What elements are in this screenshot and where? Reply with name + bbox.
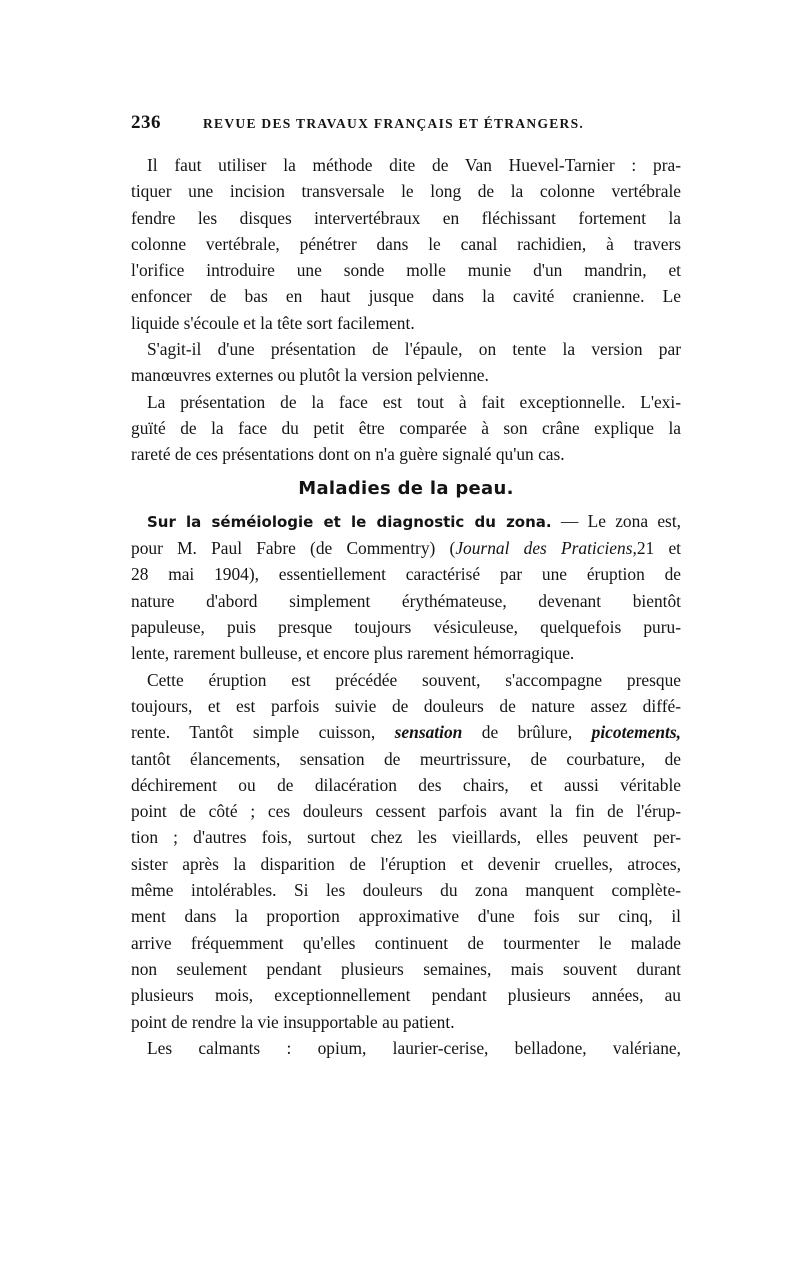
text-line: 28 mai 1904), essentiellement caractérisé par une éruption de bbox=[131, 564, 681, 585]
text-line: manœuvres externes ou plutôt la version pelvienne. bbox=[131, 365, 489, 386]
text-fragment: de brûlure, bbox=[462, 722, 592, 743]
text-line: plusieurs mois, exceptionnellement pendant plusieurs années, au bbox=[131, 985, 681, 1006]
text-line: S'agit-il d'une présentation de l'épaule, on tente la version par bbox=[147, 339, 681, 360]
text-line: point de rendre la vie insupportable au patient. bbox=[131, 1011, 455, 1032]
text-line: arrive fréquemment qu'elles continuent de tourmenter le malade bbox=[131, 932, 681, 953]
text-line: nature d'abord simplement érythémateuse, devenant bientôt bbox=[131, 590, 681, 611]
text-line: ment dans la proportion approximative d'une fois sur cinq, il bbox=[131, 906, 681, 927]
running-head bbox=[131, 112, 681, 142]
text-line: tion ; d'autres fois, surtout chez les vieillards, elles peuvent per- bbox=[131, 827, 681, 848]
paragraph-zona bbox=[131, 508, 681, 667]
text-line: déchirement ou de dilacération des chairs, et aussi véritable bbox=[131, 774, 681, 795]
paragraph-calmants bbox=[131, 1035, 681, 1061]
text-line: colonne vertébrale, pénétrer dans le canal rachidien, à travers bbox=[131, 233, 681, 254]
text-line: papuleuse, puis presque toujours vésiculeuse, quelquefois puru- bbox=[131, 617, 681, 638]
text-line: l'orifice introduire une sonde molle munie d'un mandrin, et bbox=[131, 260, 681, 281]
text-line: toujours, et est parfois suivie de douleurs de nature assez diffé- bbox=[131, 695, 681, 716]
text-line: sister après la disparition de l'éruption et devenir cruelles, atroces, bbox=[131, 853, 681, 874]
emphasis-sensation: sensation bbox=[394, 722, 463, 743]
text-fragment: pour M. Paul Fabre (de Commentry) ( bbox=[131, 538, 456, 559]
paragraph-face bbox=[131, 389, 681, 468]
text-line: tantôt élancements, sensation de meurtrissure, de courbature, de bbox=[131, 748, 681, 769]
text-line: fendre les disques intervertébraux en fléchissant fortement la bbox=[131, 207, 681, 228]
text-line: rareté de ces présentations dont on n'a guère signalé qu'un cas. bbox=[131, 444, 565, 465]
page-number: 236 bbox=[131, 112, 161, 133]
text-line: lente, rarement bulleuse, et encore plus rarement hémorragique. bbox=[131, 643, 575, 664]
text-line: La présentation de la face est tout à fait exceptionnelle. L'exi- bbox=[147, 391, 681, 412]
paragraph-van-huevel bbox=[131, 152, 681, 336]
text-line: non seulement pendant plusieurs semaines, mais souvent durant bbox=[131, 958, 681, 979]
running-title: REVUE DES TRAVAUX FRANÇAIS ET ÉTRANGERS. bbox=[203, 116, 585, 131]
text-line: Les calmants : opium, laurier-cerise, belladone, valériane, bbox=[147, 1037, 681, 1058]
text-line: guïté de la face du petit être comparée à son crâne explique la bbox=[131, 417, 681, 438]
text-fragment: rente. Tantôt simple cuisson, bbox=[131, 722, 395, 743]
text-line bbox=[131, 719, 681, 745]
page bbox=[131, 112, 681, 1061]
paragraph-epaule bbox=[131, 336, 681, 389]
emphasis-picotements: picotements, bbox=[591, 722, 681, 743]
text-fragment: 21 et bbox=[636, 538, 681, 559]
text-line: Il faut utiliser la méthode dite de Van Huevel-Tarnier : pra- bbox=[147, 155, 681, 175]
text-line bbox=[131, 508, 681, 535]
text-line: Cette éruption est précédée souvent, s'accompagne presque bbox=[147, 669, 681, 690]
journal-title: Journal des Praticiens, bbox=[455, 538, 637, 559]
text-line bbox=[131, 535, 681, 561]
text-line: liquide s'écoule et la tête sort facilement. bbox=[131, 312, 415, 333]
section-title: Maladies de la peau. bbox=[298, 477, 514, 499]
text-line: point de côté ; ces douleurs cessent parfois avant la fin de l'érup- bbox=[131, 801, 681, 822]
text-line: tiquer une incision transversale le long de la colonne vertébrale bbox=[131, 181, 681, 202]
body-text bbox=[131, 152, 681, 1061]
run-in-heading: Sur la séméiologie et le diagnostic du zona. bbox=[147, 512, 552, 531]
text-line: même intolérables. Si les douleurs du zona manquent complète- bbox=[131, 880, 681, 901]
text-fragment: — Le zona est, bbox=[551, 510, 681, 531]
paragraph-eruption bbox=[131, 667, 681, 1035]
text-line: enfoncer de bas en haut jusque dans la cavité cranienne. Le bbox=[131, 286, 681, 307]
